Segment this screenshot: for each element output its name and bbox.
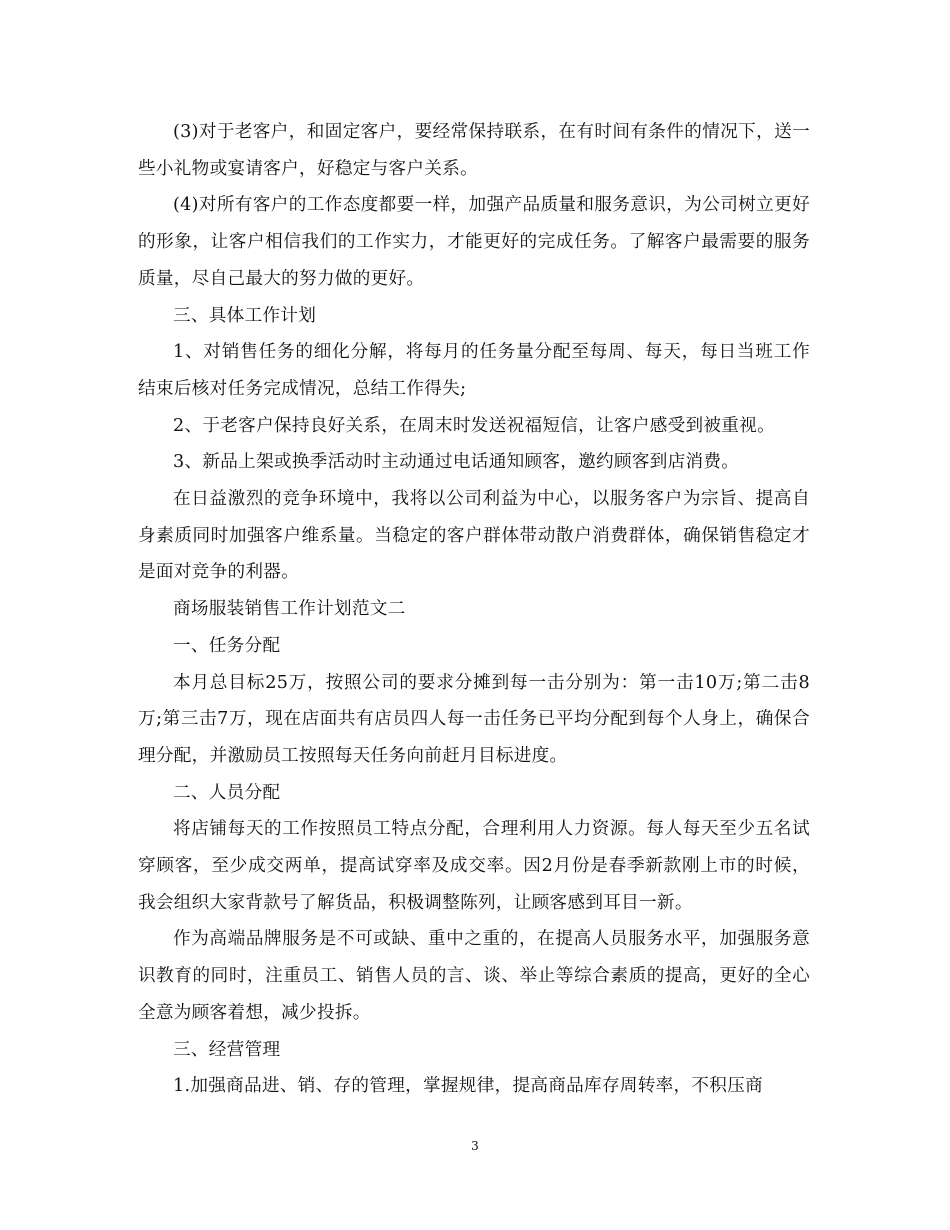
paragraph-2: (4)对所有客户的工作态度都要一样，加强产品质量和服务意识，为公司树立更好的形象，让客户相信我们的工作实力，才能更好的完成任务。了解客户最需要的服务质量，尽自己最大的努力做的更好。 (138, 195, 810, 289)
paragraph-5: 3、新品上架或换季活动时主动通过电话通知顾客，邀约顾客到店消费。 (173, 452, 740, 473)
section-heading-management: 三、经营管理 (173, 1039, 281, 1060)
section-heading-plan: 三、具体工作计划 (173, 305, 317, 326)
paragraph-4: 2、于老客户保持良好关系，在周末时发送祝福短信，让客户感受到被重视。 (173, 415, 775, 436)
paragraph-6: 在日益激烈的竞争环境中，我将以公司利益为中心，以服务客户为宗旨、提高自身素质同时加强客户维系量。当稳定的客户群体带动散户消费群体，确保销售稳定才是面对竞争的利器。 (138, 489, 810, 583)
paragraph-3: 1、对销售任务的细化分解，将每月的任务量分配至每周、每天，每日当班工作结束后核对任务完成情况，总结工作得失; (138, 342, 810, 399)
page-number: 3 (471, 1139, 479, 1153)
document-body (138, 114, 810, 1105)
section-heading-staff: 二、人员分配 (173, 782, 281, 803)
paragraph-1: (3)对于老客户，和固定客户，要经常保持联系，在有时间有条件的情况下，送一些小礼物或宴请客户，好稳定与客户关系。 (138, 122, 810, 179)
article-title-2: 商场服装销售工作计划范文二 (173, 599, 406, 620)
paragraph-8: 将店铺每天的工作按照员工特点分配，合理利用人力资源。每人每天至少五名试穿顾客，至少成交两单，提高试穿率及成交率。因2月份是春季新款刚上市的时候，我会组织大家背款号了解货品，积极调整陈列，让顾客感到耳目一新。 (138, 819, 810, 913)
paragraph-10: 1.加强商品进、销、存的管理，掌握规律，提高商品库存周转率，不积压商 (173, 1076, 763, 1097)
paragraph-9: 作为高端品牌服务是不可或缺、重中之重的，在提高人员服务水平，加强服务意识教育的同时，注重员工、销售人员的言、谈、举止等综合素质的提高，更好的全心全意为顾客着想，减少投拆。 (138, 929, 810, 1023)
paragraph-7: 本月总目标25万，按照公司的要求分摊到每一击分别为：第一击10万;第二击8万;第三击7万，现在店面共有店员四人每一击任务已平均分配到每个人身上，确保合理分配，并激励员工按照每天任务向前赶月目标进度。 (138, 672, 810, 766)
section-heading-task: 一、任务分配 (173, 635, 281, 656)
